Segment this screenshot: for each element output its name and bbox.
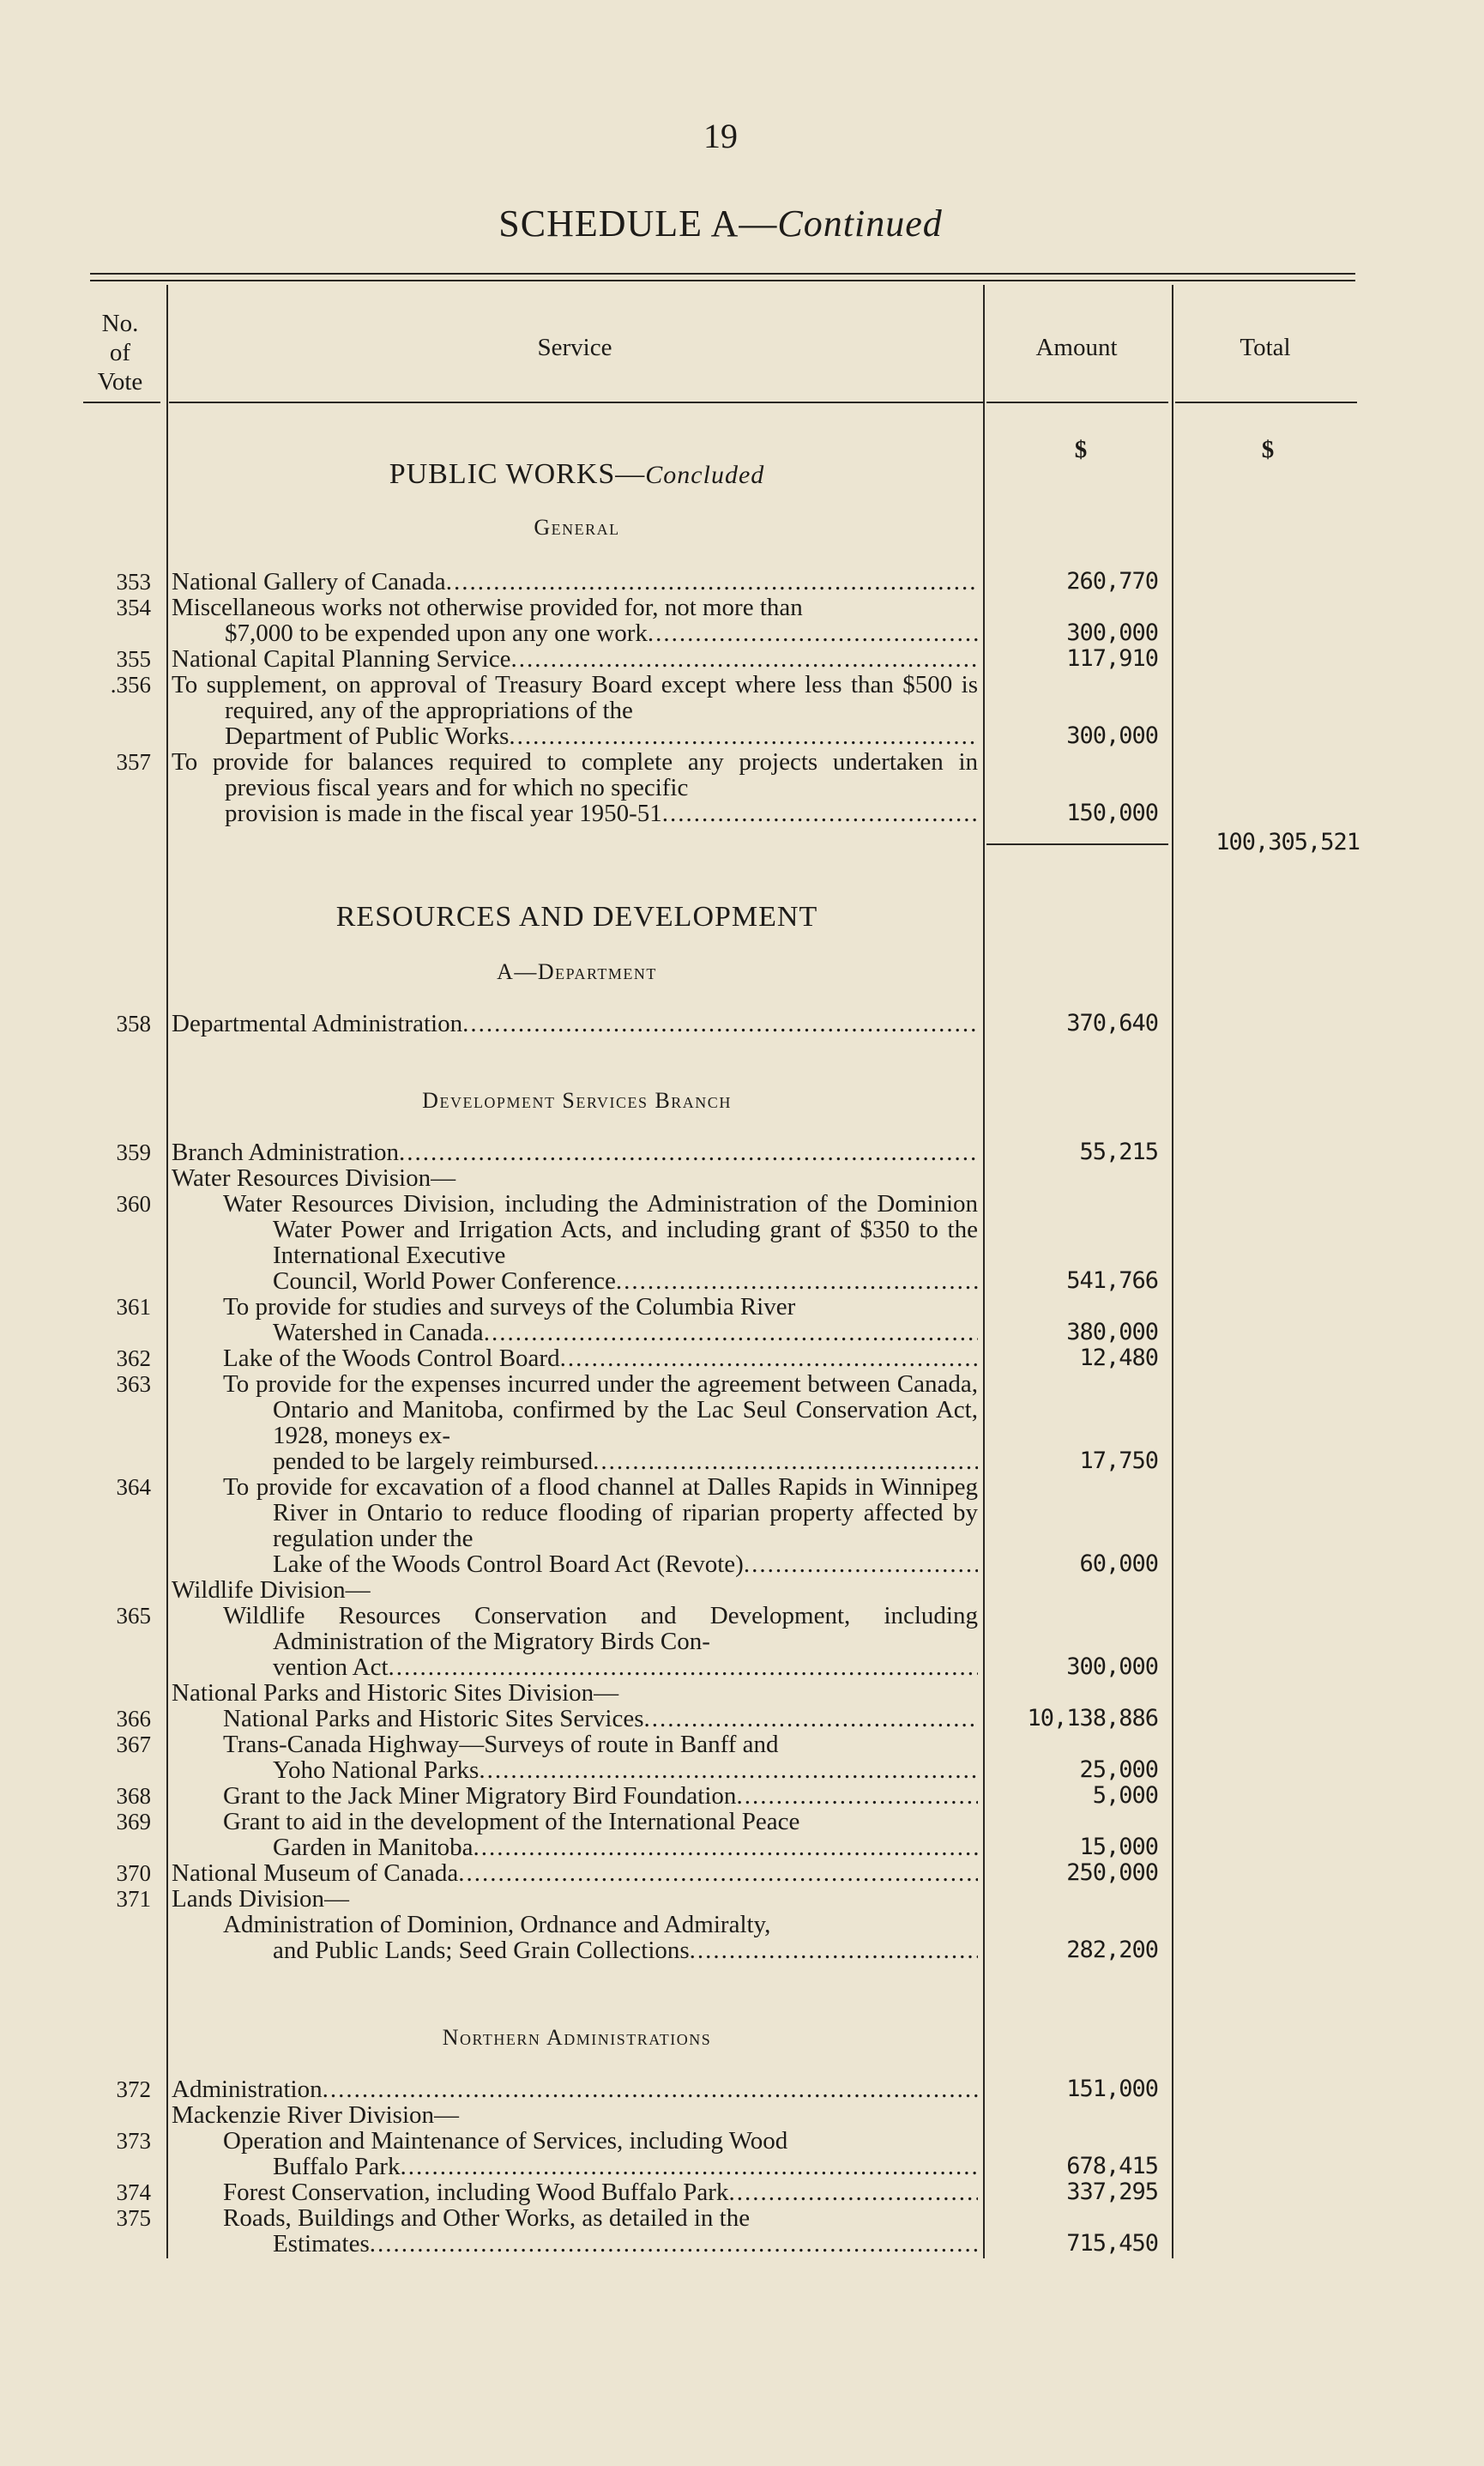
vote-header-line-2: of (109, 339, 131, 366)
vote-number: 360 (116, 1191, 151, 1217)
service-description-cont (225, 620, 978, 646)
service-text-lead: Administration of Dominion, Ordnance and Admiralty, (223, 1911, 771, 1938)
service-description-cont (273, 1268, 978, 1294)
vote-header-line-3: Vote (97, 368, 143, 396)
service-description (223, 1474, 978, 1551)
section-public-works (172, 458, 982, 491)
section-northern-administrations: Northern Administrations (442, 2025, 712, 2050)
service-text-lead: To provide for excavation of a flood channel at Dalles Rapids in Winnipeg River in Ontario to reduce flooding of riparian property affected by regulation under the (223, 1473, 978, 1552)
service-text: and Public Lands; Seed Grain Collections (273, 1937, 690, 1964)
vote-number: 368 (116, 1783, 151, 1809)
service-text: Watershed in Canada (273, 1319, 484, 1346)
service-description (172, 1139, 978, 1165)
schedule-title-main: SCHEDULE A— (498, 202, 778, 245)
service-description (223, 1706, 978, 1732)
service-description (172, 749, 978, 801)
service-text: Garden in Manitoba (273, 1834, 474, 1861)
service-description (223, 1371, 978, 1448)
service-description-cont (273, 2154, 978, 2179)
schedule-title-continued: Continued (777, 202, 943, 245)
vote-number: 353 (116, 569, 151, 595)
dot-leader (458, 1860, 978, 1886)
service-text-lead: To provide for the expenses incurred under the agreement between Canada, Ontario and Manitoba, confirmed by the Lac Seul Conservation Act, 1928, moneys ex- (223, 1370, 978, 1449)
dot-leader (323, 2076, 978, 2102)
service-description-cont (273, 1937, 978, 1963)
service-description (172, 1860, 978, 1886)
amount-value: 678,415 (1066, 2153, 1158, 2179)
service-description-cont (273, 1654, 978, 1680)
dot-leader (690, 1937, 978, 1963)
column-line-vote (166, 285, 168, 2258)
amount-value: 25,000 (1079, 1756, 1158, 1783)
dot-leader (484, 1320, 978, 1345)
header-bottom-rule-service (169, 402, 984, 403)
amount-value: 337,295 (1066, 2179, 1158, 2205)
section-development-services: Development Services Branch (422, 1088, 732, 1113)
dot-leader (479, 1757, 978, 1783)
amount-value: 15,000 (1079, 1834, 1158, 1860)
public-works-total: 100,305,521 (1216, 829, 1360, 855)
amount-value: 282,200 (1066, 1937, 1158, 1963)
schedule-title (0, 202, 1441, 245)
amount-value: 55,215 (1079, 1139, 1158, 1165)
vote-number: 371 (116, 1886, 151, 1912)
service-text-lead: To provide for balances required to complete any projects undertaken in previous fiscal years and for which no specific (172, 748, 978, 801)
vote-number: 358 (116, 1011, 151, 1037)
service-description (172, 672, 978, 723)
header-bottom-rule-vote (83, 402, 160, 403)
dot-leader (644, 1706, 979, 1732)
service-text: $7,000 to be expended upon any one work (225, 620, 648, 647)
division-heading: Lands Division— (172, 1885, 350, 1913)
amount-value: 151,000 (1066, 2076, 1158, 2102)
service-description (223, 1783, 978, 1809)
service-text: Lake of the Woods Control Board Act (Revote) (273, 1550, 744, 1578)
amount-value: 12,480 (1079, 1345, 1158, 1371)
dot-leader (744, 1551, 978, 1577)
service-text-lead: Roads, Buildings and Other Works, as detailed in the (223, 2204, 751, 2232)
service-description (172, 569, 978, 595)
dot-leader (389, 1654, 978, 1680)
dot-leader (736, 1783, 978, 1809)
service-text: Lake of the Woods Control Board (223, 1345, 560, 1372)
service-text: National Gallery of Canada (172, 568, 446, 595)
service-description (223, 1191, 978, 1268)
vote-number: 367 (116, 1732, 151, 1757)
service-text: Branch Administration (172, 1139, 399, 1166)
service-description (223, 1294, 978, 1320)
header-top-rule (90, 273, 1355, 275)
service-description (172, 595, 978, 620)
service-text: Buffalo Park (273, 2153, 401, 2180)
vote-number: 370 (116, 1860, 151, 1886)
section-department: A—Department (497, 959, 657, 984)
service-description-cont (225, 801, 978, 826)
amount-value: 370,640 (1066, 1010, 1158, 1037)
page-number: 19 (703, 117, 738, 155)
service-description (223, 2128, 978, 2154)
service-text-lead: Wildlife Resources Conservation and Development, including Administration of the Migratory Birds Con- (223, 1602, 978, 1655)
column-header-amount: Amount (1035, 334, 1118, 361)
amount-value: 250,000 (1066, 1859, 1158, 1886)
column-line-amount (1172, 285, 1173, 2258)
vote-number: .356 (110, 672, 151, 698)
section-resources-development: RESOURCES AND DEVELOPMENT (335, 901, 818, 933)
vote-number: 369 (116, 1809, 151, 1834)
service-text: Yoho National Parks (273, 1756, 480, 1784)
section-general: General (534, 515, 620, 540)
column-line-service (983, 285, 985, 2258)
section-public-works-main: PUBLIC WORKS— (389, 458, 646, 490)
service-description (172, 646, 978, 672)
dot-leader (400, 2154, 978, 2179)
amount-value: 260,770 (1066, 568, 1158, 595)
service-text-lead: Water Resources Division, including the Administration of the Dominion Water Power and Irrigation Acts, and including grant of $350 to the International Executive (223, 1190, 978, 1269)
header-top-rule-2 (90, 280, 1355, 281)
vote-number: 366 (116, 1706, 151, 1732)
service-text-lead: Trans-Canada Highway—Surveys of route in Banff and (223, 1731, 779, 1758)
service-description-cont (273, 1834, 978, 1860)
service-description (223, 1809, 978, 1834)
division-heading: Wildlife Division— (172, 1576, 371, 1604)
service-text: National Capital Planning Service (172, 645, 511, 673)
service-text-lead: Operation and Maintenance of Services, including Wood (223, 2127, 788, 2155)
service-description-cont (273, 1551, 978, 1577)
vote-number: 361 (116, 1294, 151, 1320)
column-header-service: Service (537, 334, 612, 361)
amount-value: 150,000 (1066, 800, 1158, 826)
service-description (223, 1603, 978, 1654)
vote-number: 365 (116, 1603, 151, 1629)
service-text: Council, World Power Conference (273, 1267, 616, 1295)
dot-leader (446, 569, 978, 595)
vote-number: 362 (116, 1345, 151, 1371)
amount-value: 715,450 (1066, 2230, 1158, 2257)
vote-number: 357 (116, 749, 151, 775)
dot-leader (560, 1345, 978, 1371)
service-description-cont (273, 1757, 978, 1783)
dot-leader (616, 1268, 978, 1294)
amount-value: 300,000 (1066, 1653, 1158, 1680)
dot-leader (648, 620, 978, 646)
service-text: Department of Public Works (225, 722, 510, 750)
service-text-lead: To provide for studies and surveys of the Columbia River (223, 1293, 796, 1321)
vote-number: 355 (116, 646, 151, 672)
amount-value: 60,000 (1079, 1550, 1158, 1577)
dot-leader (510, 646, 978, 672)
service-description (223, 1912, 978, 1937)
amount-value: 5,000 (1092, 1782, 1158, 1809)
dot-leader (593, 1448, 978, 1474)
vote-number: 363 (116, 1371, 151, 1397)
section-public-works-concluded: Concluded (645, 461, 765, 489)
service-text: Forest Conservation, including Wood Buffalo Park (223, 2179, 729, 2206)
service-description-cont (225, 723, 978, 749)
service-description-cont (273, 2231, 978, 2257)
division-heading: National Parks and Historic Sites Division— (172, 1679, 619, 1707)
vote-header-line-1: No. (101, 310, 139, 337)
service-description (223, 2179, 978, 2205)
dot-leader (509, 723, 978, 749)
amount-value: 300,000 (1066, 722, 1158, 749)
amount-value: 17,750 (1079, 1448, 1158, 1474)
service-text: Estimates (273, 2230, 370, 2257)
service-text: National Parks and Historic Sites Services (223, 1705, 644, 1732)
amount-value: 117,910 (1066, 645, 1158, 672)
service-description (172, 1011, 978, 1037)
amount-value: 300,000 (1066, 620, 1158, 646)
service-description (223, 2205, 978, 2231)
service-text: pended to be largely reimbursed (273, 1448, 594, 1475)
dot-leader (728, 2179, 978, 2205)
vote-number: 374 (116, 2179, 151, 2205)
dot-leader (662, 801, 978, 826)
service-description (172, 2076, 978, 2102)
service-text: National Museum of Canada (172, 1859, 459, 1887)
service-text: Administration (172, 2076, 323, 2103)
service-text: vention Act (273, 1653, 389, 1681)
subtotal-rule (986, 843, 1168, 845)
service-text: Grant to the Jack Miner Migratory Bird Foundation (223, 1782, 737, 1810)
column-header-total: Total (1240, 334, 1291, 361)
vote-number: 354 (116, 595, 151, 620)
column-header-vote (81, 309, 159, 396)
amount-value: 541,766 (1066, 1267, 1158, 1294)
service-text: provision is made in the fiscal year 1950-51 (225, 800, 662, 827)
division-heading: Mackenzie River Division— (172, 2101, 460, 2129)
service-description-cont (273, 1448, 978, 1474)
amount-value: 10,138,886 (1027, 1705, 1158, 1732)
vote-number: 372 (116, 2076, 151, 2102)
division-heading: Water Resources Division— (172, 1164, 456, 1192)
service-description (223, 1732, 978, 1757)
vote-number: 373 (116, 2128, 151, 2154)
dot-leader (399, 1139, 978, 1165)
amount-value: 380,000 (1066, 1319, 1158, 1345)
header-bottom-rule-amount (986, 402, 1168, 403)
amount-currency-symbol: $ (1074, 436, 1088, 463)
service-text-lead: Grant to aid in the development of the International Peace (223, 1808, 800, 1835)
service-text: Departmental Administration (172, 1010, 463, 1037)
header-bottom-rule-total (1175, 402, 1357, 403)
service-description (223, 1345, 978, 1371)
service-description-cont (273, 1320, 978, 1345)
vote-number: 364 (116, 1474, 151, 1500)
vote-number: 375 (116, 2205, 151, 2231)
vote-number: 359 (116, 1139, 151, 1165)
service-text-lead: To supplement, on approval of Treasury Board except where less than $500 is required, any of the appropriations of the (172, 671, 978, 724)
dot-leader (462, 1011, 978, 1037)
dot-leader (370, 2231, 978, 2257)
total-currency-symbol: $ (1261, 436, 1275, 463)
service-text-lead: Miscellaneous works not otherwise provided for, not more than (172, 594, 803, 621)
dot-leader (474, 1834, 978, 1860)
